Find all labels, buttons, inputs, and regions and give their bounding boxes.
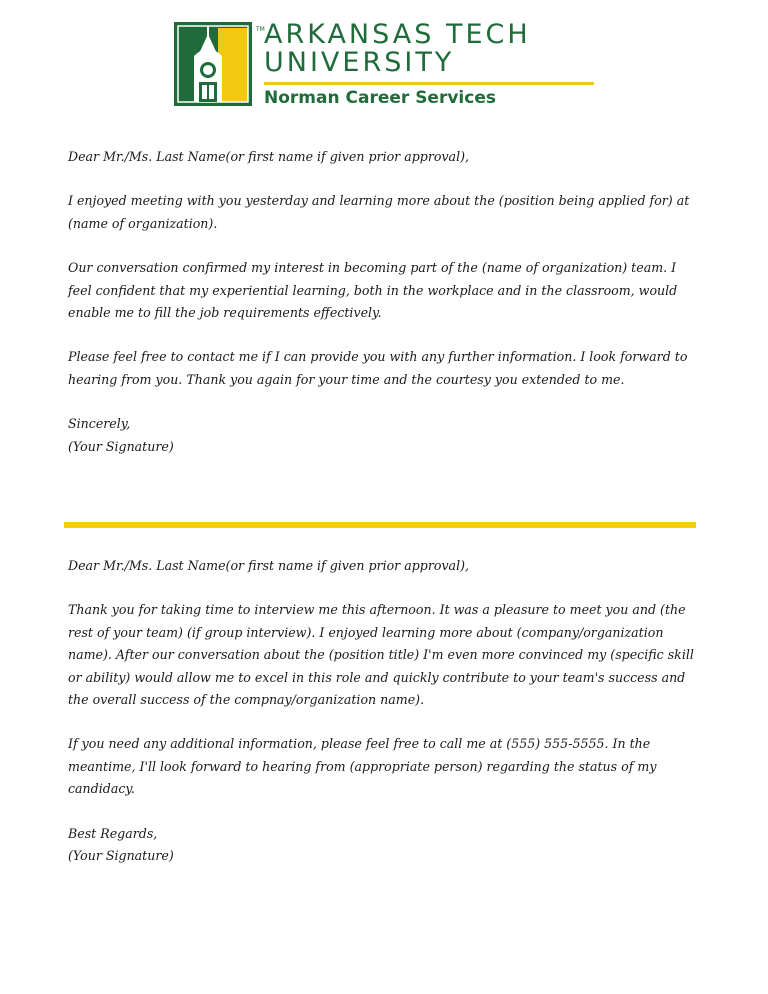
clock-tower-logo-icon [174,22,252,106]
brand-name-line2: UNIVERSITY [264,47,455,78]
letter2-salutation: Dear Mr./Ms. Last Name(or first name if given prior approval), [68,558,470,573]
letter1-signature: (Your Signature) [68,438,174,454]
letter2-paragraph-1: Thank you for taking time to interview me this afternoon. It was a pleasure to meet you and (the rest of your team) (if group interview). I enjoyed learning more about (company/organization name). After our conversation about the (position title) I'm even more convinced my (specific skill or ability) would allow me to excel in this role and quickly contribute to your team's success and the overall success of the compnay/organization name). [68,602,694,708]
letter1-salutation: Dear Mr./Ms. Last Name(or first name if given prior approval), [68,149,470,164]
brand-name-line1: ARKANSAS TECH [264,19,531,50]
department-name: Norman Career Services [264,88,496,108]
letter2-paragraph-2: If you need any additional information, please feel free to call me at (555) 555-5555. In the meantime, I'll look forward to hearing from (appropriate person) regarding the status of my candidacy. [68,736,657,797]
section-divider [64,522,696,528]
letter1-paragraph-2: Our conversation confirmed my interest in becoming part of the (name of organization) team. I feel confident that my experiential learning, both in the workplace and in the classroom, would enable me to fill the job requirements effectively. [68,260,678,321]
letter1-paragraph-1: I enjoyed meeting with you yesterday and learning more about the (position being applied for) at (name of organization). [68,193,690,231]
letter1-paragraph-3: Please feel free to contact me if I can provide you with any further information. I look forward to hearing from you. Thank you again for your time and the courtesy you extended to me. [68,349,688,387]
letter2-closing: Best Regards, [68,825,158,841]
university-header [174,18,604,114]
thank-you-letter-1 [68,146,700,458]
letter1-closing: Sincerely, [68,416,131,432]
thank-you-letter-2 [68,555,700,867]
letter2-signature: (Your Signature) [68,848,174,864]
trademark-mark: TM [256,26,265,33]
brand-rule [264,82,594,85]
